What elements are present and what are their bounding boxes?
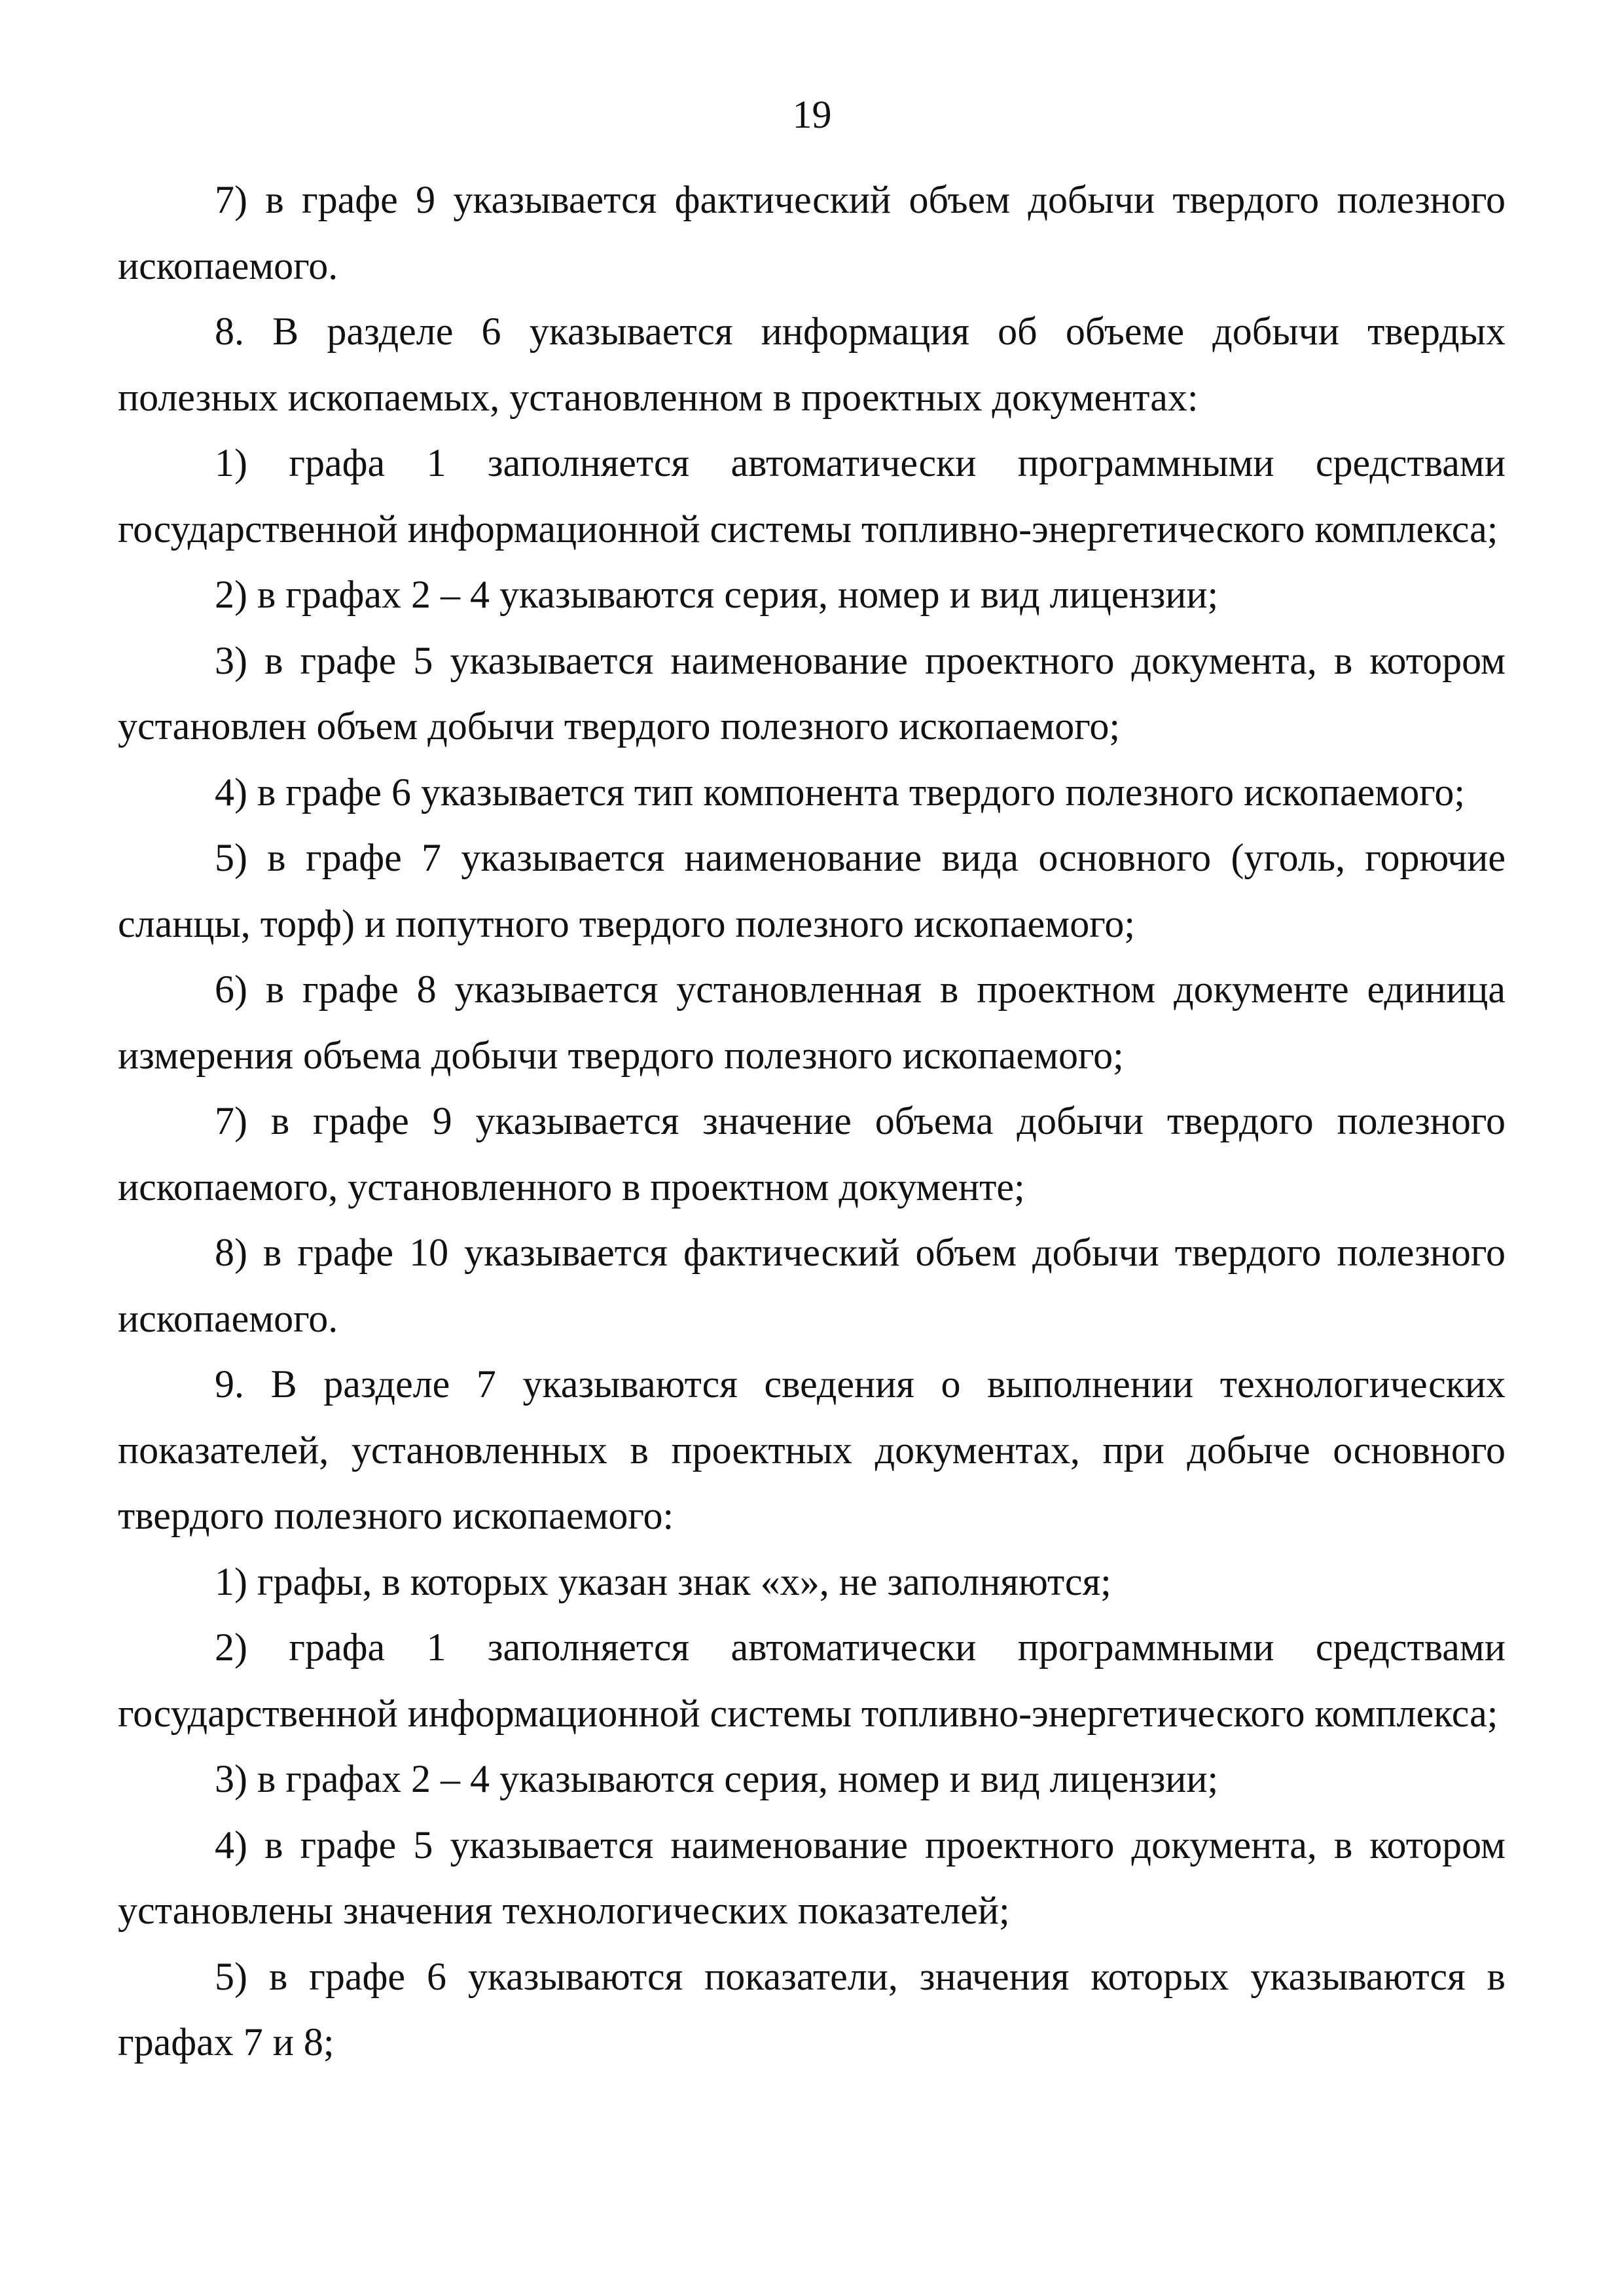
paragraph-section7-item2: 2) графа 1 заполняется автоматически программными средствами государственной информационной системы топливно-энергетического комплекса; [118,1626,1506,1735]
paragraph-section7-item5: 5) в графе 6 указываются показатели, значения которых указываются в графах 7 и 8; [118,1954,1506,2064]
paragraph-section6-item5: 5) в графе 7 указывается наименование вида основного (уголь, горючие сланцы, торф) и попутного твердого полезного ископаемого; [118,836,1506,945]
page-number: 19 [792,93,832,136]
paragraph-section5-item7: 7) в графе 9 указывается фактический объем добычи твердого полезного ископаемого. [118,178,1506,287]
paragraph-section7-item1: 1) графы, в которых указан знак «х», не заполняются; [215,1559,1111,1603]
paragraph-section6-item6: 6) в графе 8 указывается установленная в проектном документе единица измерения объема добычи твердого полезного ископаемого; [118,968,1506,1077]
paragraph-section-8-intro: 8. В разделе 6 указывается информация об объеме добычи твердых полезных ископаемых, установленном в проектных документах: [118,310,1506,419]
paragraph-section6-item8: 8) в графе 10 указывается фактический объем добычи твердого полезного ископаемого. [118,1231,1506,1340]
paragraph-section6-item7: 7) в графе 9 указывается значение объема добычи твердого полезного ископаемого, установленного в проектном документе; [118,1099,1506,1209]
paragraph-section-9-intro: 9. В разделе 7 указываются сведения о выполнении технологических показателей, установленных в проектных документах, при добыче основного твердого полезного ископаемого: [118,1362,1506,1537]
paragraph-section6-item3: 3) в графе 5 указывается наименование проектного документа, в котором установлен объем добычи твердого полезного ископаемого; [118,638,1506,748]
paragraph-section6-item1: 1) графа 1 заполняется автоматически программными средствами государственной информационной системы топливно-энергетического комплекса; [118,441,1506,551]
document-body [118,167,1506,2075]
paragraph-section6-item4: 4) в графе 6 указывается тип компонента твердого полезного ископаемого; [215,770,1466,814]
paragraph-section7-item3: 3) в графах 2 – 4 указываются серия, номер и вид лицензии; [215,1757,1219,1800]
paragraph-section6-item2: 2) в графах 2 – 4 указываются серия, номер и вид лицензии; [215,573,1219,616]
paragraph-section7-item4: 4) в графе 5 указывается наименование проектного документа, в котором установлены значения технологических показателей; [118,1823,1506,1932]
